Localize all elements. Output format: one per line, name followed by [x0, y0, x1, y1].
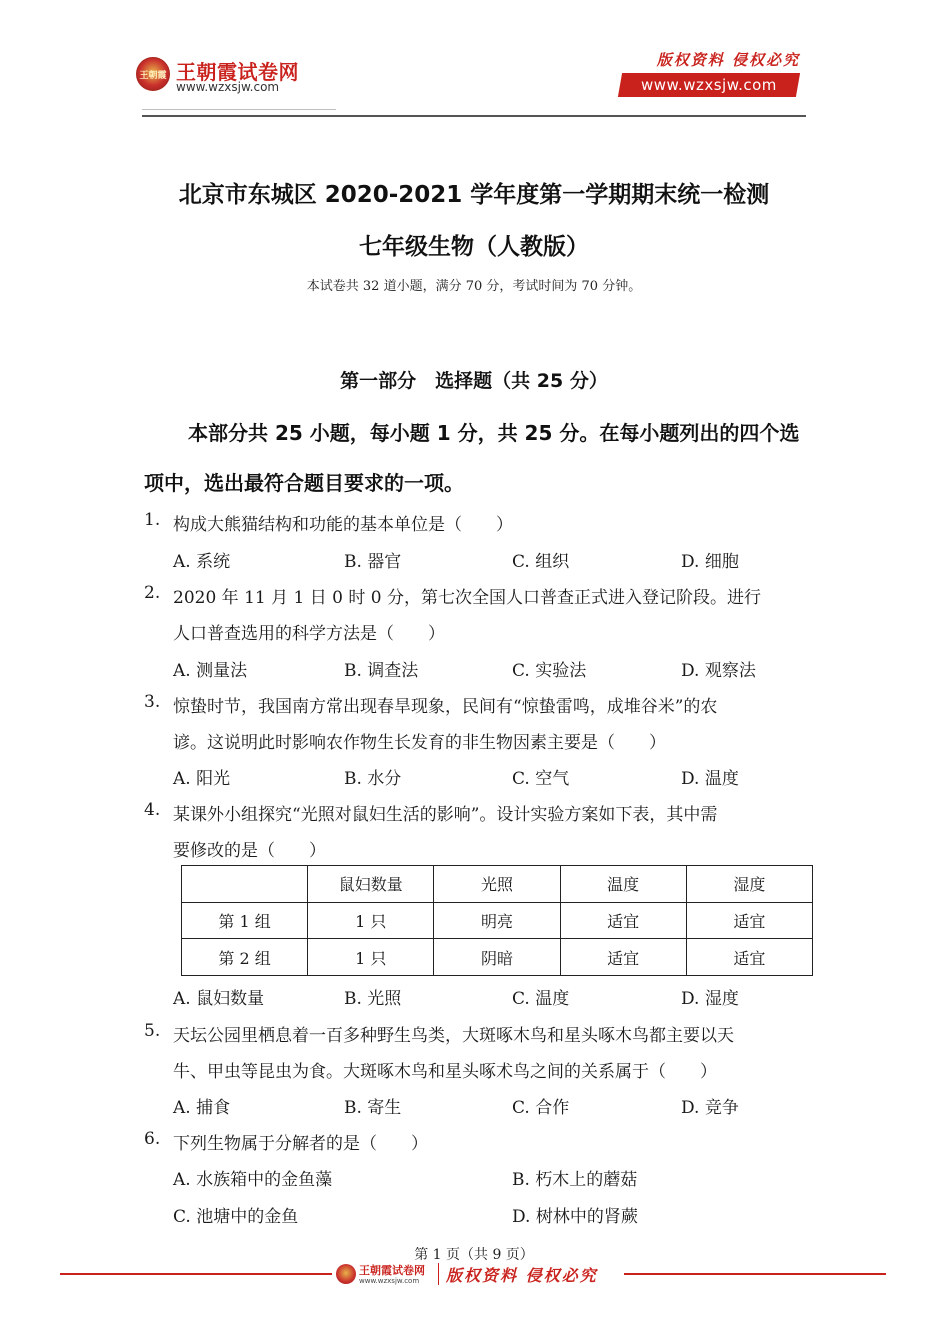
option-b: B. 寄生 — [344, 1098, 402, 1118]
logo-url: www.wzxsjw.com — [176, 80, 280, 94]
table-row — [182, 939, 813, 976]
option-b: B. 光照 — [344, 989, 402, 1009]
option-c: C. 空气 — [512, 769, 570, 789]
question-number: 1. — [144, 510, 161, 530]
option-d: D. 湿度 — [681, 989, 739, 1009]
question-number: 4. — [144, 800, 161, 820]
logo-seal-text: 王朝霞 — [139, 71, 167, 81]
option-b: B. 器官 — [344, 552, 402, 572]
table-cell: 适宜 — [686, 902, 812, 939]
table-cell: 适宜 — [560, 939, 686, 976]
footer-divider — [438, 1263, 439, 1285]
question-text: 构成大熊猫结构和功能的基本单位是（ ） — [173, 515, 513, 535]
option-a: A. 测量法 — [173, 661, 248, 681]
table-cell: 1 只 — [308, 902, 434, 939]
table-header-cell: 温度 — [560, 866, 686, 903]
section-instructions: 本部分共 25 小题，每小题 1 分，共 25 分。在每小题列出的四个选项中，选出最符合题目要求的一项。 — [144, 421, 800, 495]
logo-underline — [142, 109, 336, 110]
footer-rule-left — [60, 1273, 332, 1275]
copyright-url-banner — [618, 73, 800, 97]
table-cell: 适宜 — [560, 902, 686, 939]
question-text: 下列生物属于分解者的是（ ） — [173, 1134, 428, 1154]
option-b: B. 朽木上的蘑菇 — [512, 1170, 638, 1190]
table-header-row — [182, 866, 813, 903]
copyright-url: www.wzxsjw.com — [641, 76, 777, 94]
table-cell: 明亮 — [434, 902, 560, 939]
footer-slogan: 版权资料 侵权必究 — [446, 1266, 598, 1285]
option-c: C. 温度 — [512, 989, 570, 1009]
exam-note: 本试卷共 32 道小题，满分 70 分，考试时间为 70 分钟。 — [306, 279, 642, 294]
footer-logo-seal-icon — [336, 1264, 356, 1284]
table-row — [182, 902, 813, 939]
table-cell: 1 只 — [308, 939, 434, 976]
option-a: A. 系统 — [173, 552, 231, 572]
option-b: B. 调查法 — [344, 661, 419, 681]
option-c: C. 池塘中的金鱼 — [173, 1207, 299, 1227]
footer-logo-name: 王朝霞试卷网 — [359, 1264, 425, 1277]
table-header-cell: 光照 — [434, 866, 560, 903]
question-number: 6. — [144, 1129, 161, 1149]
experiment-table — [181, 865, 813, 976]
page-number: 第 1 页（共 9 页） — [414, 1247, 534, 1263]
question-text-line-1: 惊蛰时节，我国南方常出现春旱现象，民间有“惊蛰雷鸣，成堆谷米”的农 — [173, 697, 718, 717]
option-d: D. 温度 — [681, 769, 739, 789]
question-number: 2. — [144, 583, 161, 603]
option-c: C. 组织 — [512, 552, 570, 572]
question-text-line-1: 天坛公园里栖息着一百多种野生鸟类，大斑啄木鸟和星头啄木鸟都主要以天 — [173, 1026, 734, 1046]
question-text-line-2: 牛、甲虫等昆虫为食。大斑啄木鸟和星头啄术鸟之间的关系属于（ ） — [173, 1062, 717, 1082]
question-text-line-2: 谚。这说明此时影响农作物生长发育的非生物因素主要是（ ） — [173, 733, 666, 753]
exam-title: 北京市东城区 2020-2021 学年度第一学期期末统一检测 — [178, 182, 770, 208]
copyright-slogan: 版权资料 侵权必究 — [656, 51, 800, 69]
table-header-cell: 鼠妇数量 — [308, 866, 434, 903]
question-number: 3. — [144, 692, 161, 712]
exam-subtitle: 七年级生物（人教版） — [359, 234, 589, 260]
option-a: A. 捕食 — [173, 1098, 231, 1118]
option-d: D. 细胞 — [681, 552, 739, 572]
option-d: D. 树林中的肾蕨 — [512, 1207, 638, 1227]
question-text-line-1: 2020 年 11 月 1 日 0 时 0 分，第七次全国人口普查正式进入登记阶段。进行 — [173, 588, 761, 608]
table-cell: 适宜 — [686, 939, 812, 976]
table-cell: 第 1 组 — [182, 902, 308, 939]
question-text-line-2: 要修改的是（ ） — [173, 841, 326, 861]
logo-seal-icon — [136, 57, 170, 91]
question-number: 5. — [144, 1021, 161, 1041]
header-divider — [142, 115, 806, 117]
option-a: A. 鼠妇数量 — [173, 989, 265, 1009]
table-cell: 阴暗 — [434, 939, 560, 976]
logo-name: 王朝霞试卷网 — [176, 60, 299, 84]
option-c: C. 实验法 — [512, 661, 587, 681]
footer-logo-url: www.wzxsjw.com — [359, 1277, 420, 1285]
option-d: D. 观察法 — [681, 661, 756, 681]
section-heading: 第一部分 选择题（共 25 分） — [340, 370, 608, 392]
table-header-cell — [182, 866, 308, 903]
question-text-line-1: 某课外小组探究“光照对鼠妇生活的影响”。设计实验方案如下表，其中需 — [173, 805, 718, 825]
table-cell: 第 2 组 — [182, 939, 308, 976]
question-text-line-2: 人口普查选用的科学方法是（ ） — [173, 624, 445, 644]
option-a: A. 阳光 — [173, 769, 231, 789]
table-header-cell: 湿度 — [686, 866, 812, 903]
option-c: C. 合作 — [512, 1098, 570, 1118]
option-d: D. 竞争 — [681, 1098, 739, 1118]
footer-rule-right — [624, 1273, 886, 1275]
option-a: A. 水族箱中的金鱼藻 — [173, 1170, 333, 1190]
option-b: B. 水分 — [344, 769, 402, 789]
